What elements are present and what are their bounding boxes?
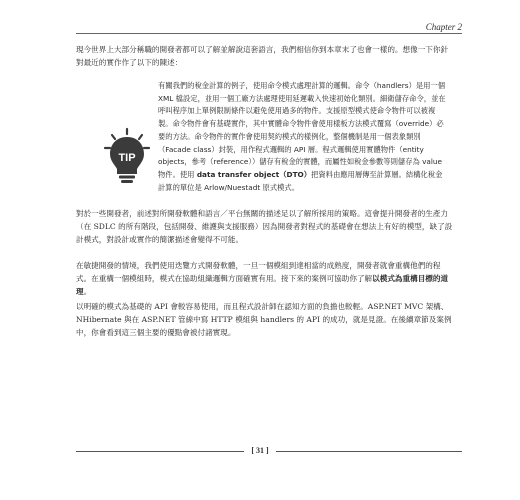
tip-text-part-1: 有關我們的稅金計算的例子，使用命令模式處理計算的邏輯。命令（handlers）是用一個 XML 檔設定，並用一個工廠方法處理使用延遲載入快速初始化類別。細衛儲存命令，並在呼叫程序加上單例限制條件以避免使用過多的物件。支援原型模式使命令物件可以被複製。命令物件會有基礎實作，其中實體命令物件會使用樣板方法模式覆寫（override）必要的方法。命令物件的實作會使用契約模式的樣例化，整個機制是用一個表象類別（Facade class）封裝，用作程式邏輯的 API 層。程式邏輯使用實體物件（entity objects，參考（reference））儲存有稅金的實體，而屬性如稅金參數等則儲存為 value 物件。使用 <box>158 81 446 179</box>
header-rule <box>76 33 462 34</box>
footer-rule-right <box>276 451 462 452</box>
page-number: [ 31 ] <box>251 446 269 455</box>
tip-dto-term: data transfer object（DTO） <box>196 169 312 179</box>
tip-icon-label: TIP <box>118 152 136 164</box>
intro-paragraph: 現今世界上大部分稱職的開發者都可以了解並解說這套語言，我們相信你到本章末了也會一樣的。想像一下你針對最近的實作作了以下的陳述： <box>76 45 449 67</box>
paragraph-agile-refactoring-end: 。 <box>83 287 92 296</box>
refactoring-emphasis: 以模式為重構目標的道理 <box>76 274 449 296</box>
paragraph-design-patterns-benefit: 對於一些開發者，前述對所開發軟體和語言／平台無關的描述足以了解所採用的策略。這會提升開發者的生產力（在 SDLC 的所有階段，包括開發、維護與支援服務）因為開發者對程式的基礎會在想法上有好的模型，缺了設計模式，對設計或實作的簡潔描述會變得不可能。 <box>76 209 453 244</box>
tip-body-text <box>158 80 448 194</box>
paragraph-agile-refactoring-text: 在敏捷開發的情境，我們使用迭覽方式開發軟體，一旦一個模組到達相當的成熟度，開發者就會重構他們的程式。在重構一個模組時，模式在協助組織邏輯方面確實有用。接下來的案例可協助你了解 <box>76 261 441 283</box>
tip-text-part-2: 把資料由應用層傳至計算層。結構化稅金計算的單位是 Arlow/Nuestadt 原式模式。 <box>158 169 443 192</box>
paragraph-agile-refactoring <box>76 259 454 298</box>
lightbulb-base <box>119 176 135 179</box>
tip-lightbulb-icon <box>103 127 151 187</box>
chapter-header-label: Chapter 2 <box>425 22 462 32</box>
paragraph-pattern-api: 以明確的模式為基礎的 API 會較容易使用，而且程式設計師在認知方面的負擔也較輕。ASP.NET MVC 架構、NHibernate 與在 ASP.NET 管線中寫 HTTP 模組與 handlers 的 API 的成功，就是見證。在後續章節及案例中，你會看到這三個主要的優點會被付諸實現。 <box>76 302 452 337</box>
lightbulb-base-lower <box>121 180 133 183</box>
footer-rule-left <box>76 451 244 452</box>
